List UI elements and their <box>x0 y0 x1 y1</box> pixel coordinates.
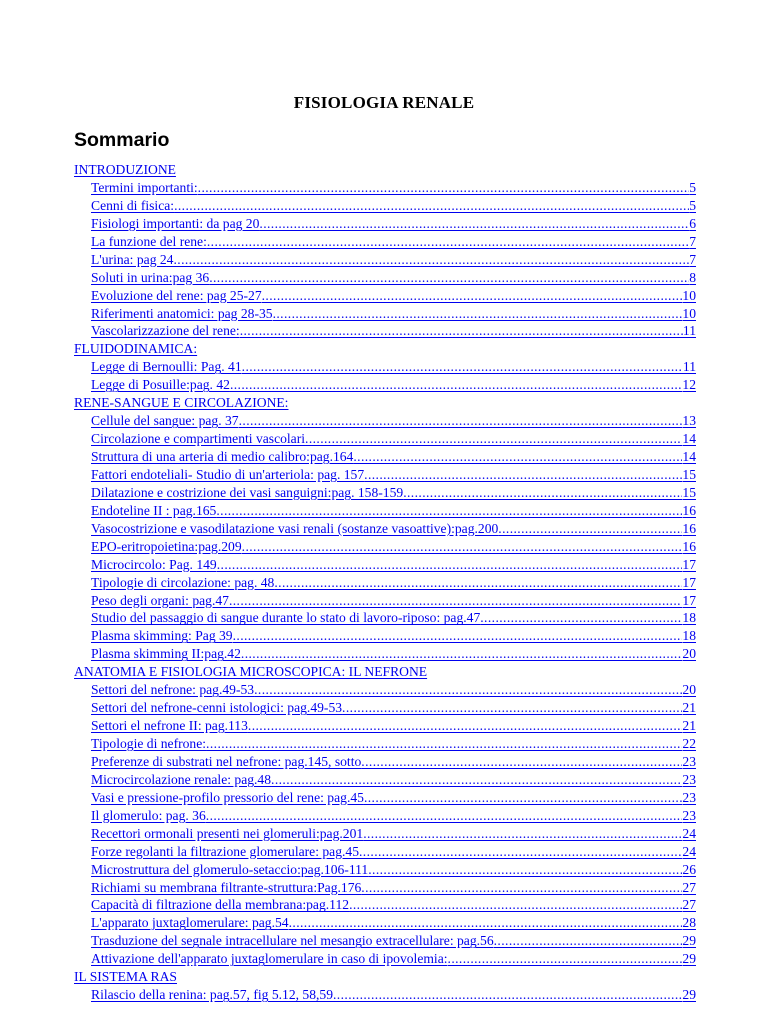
toc-entry-link[interactable] <box>91 287 696 305</box>
toc-dot-leader <box>242 358 683 376</box>
toc-page-number: 16 <box>682 520 696 536</box>
toc-dot-leader <box>240 322 683 340</box>
toc-page-number: 24 <box>682 843 696 859</box>
toc-label: Struttura di una arteria di medio calibro:pag.164 <box>91 449 354 464</box>
toc-entry-link[interactable] <box>91 466 696 484</box>
toc-label: L'apparato juxtaglomerulare: pag.54 <box>91 915 289 931</box>
toc-entry-link[interactable] <box>91 251 696 269</box>
toc-label: Microstruttura del glomerulo-setaccio:pag.106-111 <box>91 861 369 877</box>
toc-dot-leader <box>206 735 682 753</box>
table-of-contents <box>74 161 696 1004</box>
toc-dot-leader <box>241 645 683 663</box>
toc-dot-leader <box>173 251 689 269</box>
toc-dot-leader <box>216 502 682 520</box>
toc-page-number: 23 <box>682 789 696 805</box>
toc-dot-leader <box>364 789 682 807</box>
toc-label: Studio del passaggio di sangue durante lo stato di lavoro-riposo: pag.47 <box>91 610 481 626</box>
toc-label: Il glomerulo: pag. 36 <box>91 807 206 823</box>
toc-page-number: 27 <box>682 879 696 895</box>
toc-page-number: 13 <box>682 413 696 429</box>
toc-dot-leader <box>333 986 682 1004</box>
toc-label: Preferenze di substrati nel nefrone: pag.145, sotto <box>91 753 362 769</box>
toc-label: Vascolarizzazione del rene: <box>91 323 240 339</box>
toc-entry-link[interactable] <box>91 430 696 448</box>
toc-page-number: 29 <box>682 951 696 967</box>
toc-label: Plasma skimming: Pag 39 <box>91 628 233 644</box>
toc-dot-leader <box>242 538 683 556</box>
toc-page-number: 6 <box>689 215 696 231</box>
toc-entry-link[interactable] <box>91 896 696 914</box>
toc-dot-leader <box>368 861 682 879</box>
toc-entry-link[interactable] <box>91 609 696 627</box>
toc-page-number: 18 <box>682 610 696 626</box>
toc-dot-leader <box>174 197 689 215</box>
toc-entry-link[interactable] <box>91 574 696 592</box>
toc-page-number: 17 <box>682 556 696 572</box>
toc-label: Vasocostrizione e vasodilatazione vasi renali (sostanze vasoattive):pag.200 <box>91 520 499 536</box>
toc-dot-leader <box>361 753 682 771</box>
toc-entry-link[interactable] <box>91 305 696 323</box>
toc-dot-leader <box>305 430 682 448</box>
toc-label: Tipologie di nefrone: <box>91 736 207 751</box>
toc-entry-link[interactable] <box>91 556 696 574</box>
toc-dot-leader <box>494 932 683 950</box>
toc-page-number: 23 <box>682 771 696 787</box>
toc-entry-link[interactable] <box>91 322 696 340</box>
toc-label: FLUIDODINAMICA: <box>74 341 198 357</box>
toc-label: Endoteline II : pag.165 <box>91 502 217 518</box>
toc-label: Attivazione dell'apparato juxtaglomerulare in caso di ipovolemia: <box>91 951 448 967</box>
toc-section-link[interactable] <box>74 340 696 358</box>
toc-entry-link[interactable] <box>91 376 696 394</box>
toc-dot-leader <box>361 879 682 897</box>
toc-label: Rilascio della renina: pag.57, fig 5.12, 58,59 <box>91 987 333 1003</box>
toc-page-number: 16 <box>682 538 696 554</box>
toc-entry-link[interactable] <box>91 932 696 950</box>
toc-section-link[interactable] <box>74 968 696 986</box>
toc-page-number: 17 <box>682 574 696 590</box>
toc-page-number: 11 <box>682 323 696 339</box>
toc-label: Forze regolanti la filtrazione glomerulare: pag.45 <box>91 843 359 859</box>
toc-label: Peso degli organi: pag.47 <box>91 592 229 608</box>
toc-entry-link[interactable] <box>91 502 696 520</box>
toc-entry-link[interactable] <box>91 771 696 789</box>
toc-page-number: 29 <box>682 933 696 949</box>
toc-entry-link[interactable] <box>91 412 696 430</box>
toc-entry-link[interactable] <box>91 215 696 233</box>
toc-entry-link[interactable] <box>91 592 696 610</box>
toc-page-number: 7 <box>689 251 696 267</box>
toc-dot-leader <box>207 233 689 251</box>
toc-label: ANATOMIA E FISIOLOGIA MICROSCOPICA: IL NEFRONE <box>74 664 428 680</box>
toc-dot-leader <box>206 807 683 825</box>
toc-entry-link[interactable] <box>91 914 696 932</box>
toc-page-number: 20 <box>682 646 696 662</box>
toc-label: Settori del nefrone-cenni istologici: pag.49-53 <box>91 700 343 716</box>
toc-label: INTRODUZIONE <box>74 162 176 177</box>
toc-label: RENE-SANGUE E CIRCOLAZIONE: <box>74 395 289 411</box>
toc-label: Fattori endoteliali- Studio di un'arteriola: pag. 157 <box>91 466 365 482</box>
toc-page-number: 8 <box>689 269 696 285</box>
toc-dot-leader <box>363 825 682 843</box>
toc-label: Circolazione e compartimenti vascolari <box>91 431 306 447</box>
toc-label: Settori el nefrone II: pag.113 <box>91 718 248 734</box>
toc-page-number: 21 <box>682 700 696 716</box>
toc-label: Tipologie di circolazione: pag. 48 <box>91 574 275 590</box>
toc-entry-link[interactable] <box>91 269 696 287</box>
toc-dot-leader <box>403 484 682 502</box>
toc-label: Evoluzione del rene: pag 25-27 <box>91 287 262 303</box>
toc-page-number: 29 <box>682 987 696 1003</box>
toc-entry-link[interactable] <box>91 789 696 807</box>
toc-label: IL SISTEMA RAS <box>74 969 177 985</box>
toc-entry-link[interactable] <box>91 879 696 897</box>
toc-label: La funzione del rene: <box>91 233 207 249</box>
toc-entry-link[interactable] <box>91 233 696 251</box>
toc-dot-leader <box>233 627 683 645</box>
toc-dot-leader <box>480 609 682 627</box>
toc-page-number: 10 <box>682 305 696 321</box>
toc-label: Legge di Bernoulli: Pag. 41 <box>91 359 242 375</box>
toc-page-number: 15 <box>682 484 696 500</box>
toc-dot-leader <box>239 412 683 430</box>
toc-entry-link[interactable] <box>91 645 696 663</box>
toc-dot-leader <box>259 215 689 233</box>
toc-label: Trasduzione del segnale intracellulare nel mesangio extracellulare: pag.56 <box>91 933 494 949</box>
toc-dot-leader <box>349 896 682 914</box>
toc-entry-link[interactable] <box>91 681 696 699</box>
document-title: FISIOLOGIA RENALE <box>293 93 475 112</box>
toc-entry-link[interactable] <box>91 179 696 197</box>
toc-dot-leader <box>289 914 683 932</box>
toc-dot-leader <box>274 574 682 592</box>
toc-page-number: 24 <box>682 825 696 841</box>
toc-entry-link[interactable] <box>91 717 696 735</box>
toc-entry-link[interactable] <box>91 358 696 376</box>
toc-page-number: 12 <box>682 377 696 393</box>
toc-entry-link[interactable] <box>91 986 696 1004</box>
toc-page-number: 26 <box>682 861 696 877</box>
toc-heading: Sommario <box>74 129 170 151</box>
toc-label: Dilatazione e costrizione dei vasi sanguigni:pag. 158-159 <box>91 484 404 500</box>
toc-section-link[interactable] <box>74 394 696 412</box>
toc-label: Termini importanti: <box>91 179 198 195</box>
toc-section-link[interactable] <box>74 161 696 179</box>
toc-dot-leader <box>364 466 682 484</box>
toc-page-number: 10 <box>682 287 696 303</box>
toc-label: Microcircolazione renale: pag.48 <box>91 771 272 787</box>
toc-label: EPO-eritropoietina:pag.209 <box>91 538 242 554</box>
toc-entry-link[interactable] <box>91 843 696 861</box>
toc-dot-leader <box>273 305 683 323</box>
toc-dot-leader <box>209 269 689 287</box>
toc-page-number: 18 <box>682 628 696 644</box>
toc-label: Fisiologi importanti: da pag 20 <box>91 215 260 231</box>
toc-dot-leader <box>230 376 682 394</box>
toc-entry-link[interactable] <box>91 861 696 879</box>
toc-page-number: 5 <box>689 179 696 195</box>
toc-dot-leader <box>254 681 682 699</box>
toc-label: Richiami su membrana filtrante-struttura:Pag.176 <box>91 879 362 895</box>
toc-label: Cenni di fisica: <box>91 197 175 213</box>
toc-page-number: 17 <box>682 592 696 608</box>
toc-page-number: 23 <box>682 807 696 823</box>
toc-dot-leader <box>353 448 682 466</box>
toc-page-number: 21 <box>682 718 696 734</box>
toc-entry-link[interactable] <box>91 807 696 825</box>
toc-label: L'urina: pag 24 <box>91 251 174 267</box>
toc-dot-leader <box>271 771 682 789</box>
toc-entry-link[interactable] <box>91 538 696 556</box>
toc-dot-leader <box>229 592 682 610</box>
toc-dot-leader <box>342 699 682 717</box>
toc-label: Riferimenti anatomici: pag 28-35 <box>91 305 273 321</box>
toc-page-number: 16 <box>682 502 696 518</box>
toc-page-number: 7 <box>689 233 696 249</box>
toc-entry-link[interactable] <box>91 520 696 538</box>
toc-page-number: 23 <box>682 753 696 769</box>
toc-entry-link[interactable] <box>91 448 696 466</box>
toc-page-number: 5 <box>689 197 696 213</box>
toc-page-number: 28 <box>682 915 696 931</box>
toc-entry-link[interactable] <box>91 627 696 645</box>
toc-dot-leader <box>198 179 690 197</box>
toc-label: Soluti in urina:pag 36 <box>91 269 210 285</box>
toc-label: Legge di Posuille:pag. 42 <box>91 377 230 393</box>
toc-page-number: 14 <box>682 431 696 447</box>
toc-label: Plasma skimming II:pag.42 <box>91 646 241 662</box>
toc-page-number: 15 <box>682 466 696 482</box>
toc-dot-leader <box>359 843 682 861</box>
toc-label: Cellule del sangue: pag. 37 <box>91 413 239 429</box>
toc-page-number: 20 <box>682 682 696 698</box>
toc-dot-leader <box>217 556 683 574</box>
toc-dot-leader <box>448 950 683 968</box>
toc-dot-leader <box>262 287 683 305</box>
toc-dot-leader <box>498 520 682 538</box>
toc-entry-link[interactable] <box>91 197 696 215</box>
toc-page-number: 27 <box>682 897 696 913</box>
toc-label: Settori del nefrone: pag.49-53 <box>91 682 255 698</box>
toc-dot-leader <box>248 717 683 735</box>
toc-entry-link[interactable] <box>91 699 696 717</box>
toc-section-link[interactable] <box>74 663 696 681</box>
toc-label: Capacità di filtrazione della membrana:pag.112 <box>91 897 350 913</box>
toc-entry-link[interactable] <box>91 950 696 968</box>
toc-entry-link[interactable] <box>91 753 696 771</box>
toc-label: Recettori ormonali presenti nei glomeruli:pag.201 <box>91 825 364 841</box>
toc-entry-link[interactable] <box>91 825 696 843</box>
toc-page-number: 14 <box>682 449 696 464</box>
toc-entry-link[interactable] <box>91 484 696 502</box>
toc-label: Microcircolo: Pag. 149 <box>91 556 217 572</box>
toc-page-number: 11 <box>682 359 696 375</box>
toc-label: Vasi e pressione-profilo pressorio del rene: pag.45 <box>91 789 364 805</box>
toc-page-number: 22 <box>682 736 696 751</box>
toc-entry-link[interactable] <box>91 735 696 753</box>
